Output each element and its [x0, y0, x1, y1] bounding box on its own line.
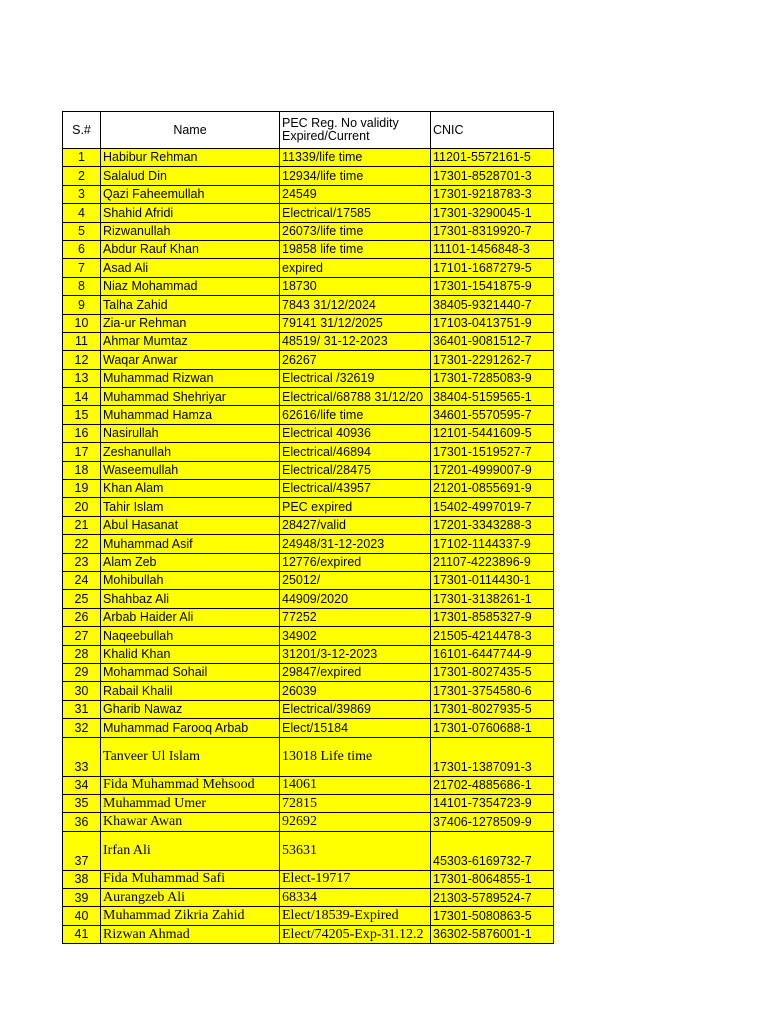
table-row: [63, 907, 554, 925]
cell-cnic: 17102-1144337-9: [431, 535, 554, 553]
table-row: [63, 700, 554, 718]
cell-name: Talha Zahid: [101, 296, 280, 314]
cell-serial-number: 22: [63, 535, 101, 553]
cell-pec-registration: 72815: [280, 794, 431, 812]
table-row: [63, 204, 554, 222]
cell-name: Alam Zeb: [101, 553, 280, 571]
header-pec-registration: PEC Reg. No validity Expired/Current: [280, 112, 431, 149]
cell-pec-registration: 7843 31/12/2024: [280, 296, 431, 314]
cell-pec-registration: 12776/expired: [280, 553, 431, 571]
cell-cnic: 11201-5572161-5: [431, 149, 554, 167]
table-row: [63, 737, 554, 776]
cell-serial-number: 32: [63, 719, 101, 737]
cell-cnic: 16101-6447744-9: [431, 645, 554, 663]
cell-name: Waqar Anwar: [101, 351, 280, 369]
table-row: [63, 314, 554, 332]
cell-cnic: 17301-8585327-9: [431, 608, 554, 626]
cell-name: Aurangzeb Ali: [101, 889, 280, 907]
cell-serial-number: 35: [63, 794, 101, 812]
cell-serial-number: 17: [63, 443, 101, 461]
table-row: [63, 516, 554, 534]
cell-cnic: 17201-3343288-3: [431, 516, 554, 534]
table-row: [63, 889, 554, 907]
cell-name: Waseemullah: [101, 461, 280, 479]
cell-name: Shahbaz Ali: [101, 590, 280, 608]
cell-pec-registration: PEC expired: [280, 498, 431, 516]
cell-name: Fida Muhammad Safi: [101, 870, 280, 888]
cell-cnic: 17301-0760688-1: [431, 719, 554, 737]
cell-name: Mohammad Sohail: [101, 663, 280, 681]
cell-serial-number: 4: [63, 204, 101, 222]
cell-pec-registration: 28427/valid: [280, 516, 431, 534]
cell-cnic: 34601-5570595-7: [431, 406, 554, 424]
table-row: [63, 222, 554, 240]
cell-cnic: 21505-4214478-3: [431, 627, 554, 645]
cell-name: Shahid Afridi: [101, 204, 280, 222]
cell-serial-number: 13: [63, 369, 101, 387]
cell-name: Abdur Rauf Khan: [101, 240, 280, 258]
cell-serial-number: 1: [63, 149, 101, 167]
cell-cnic: 17301-1519527-7: [431, 443, 554, 461]
cell-cnic: 36302-5876001-1: [431, 925, 554, 943]
cell-cnic: 17301-0114430-1: [431, 571, 554, 589]
cell-serial-number: 36: [63, 813, 101, 831]
table-row: [63, 535, 554, 553]
cell-serial-number: 37: [63, 831, 101, 870]
cell-serial-number: 11: [63, 332, 101, 350]
cell-serial-number: 16: [63, 424, 101, 442]
cell-cnic: 21303-5789524-7: [431, 889, 554, 907]
cell-pec-registration: 44909/2020: [280, 590, 431, 608]
table-row: [63, 185, 554, 203]
cell-name: Muhammad Rizwan: [101, 369, 280, 387]
cell-cnic: 17301-1541875-9: [431, 277, 554, 295]
cell-pec-registration: 24948/31-12-2023: [280, 535, 431, 553]
cell-name: Khawar Awan: [101, 813, 280, 831]
table-row: [63, 553, 554, 571]
cell-pec-registration: 53631: [280, 831, 431, 870]
header-cnic: CNIC: [431, 112, 554, 149]
table-row: [63, 663, 554, 681]
table-row: [63, 831, 554, 870]
cell-name: Rizwan Ahmad: [101, 925, 280, 943]
cell-serial-number: 12: [63, 351, 101, 369]
table-row: [63, 461, 554, 479]
cell-serial-number: 34: [63, 776, 101, 794]
cell-name: Tahir Islam: [101, 498, 280, 516]
table-row: [63, 925, 554, 943]
cell-name: Asad Ali: [101, 259, 280, 277]
cell-pec-registration: 26039: [280, 682, 431, 700]
cell-cnic: 37406-1278509-9: [431, 813, 554, 831]
table-header: [63, 112, 554, 149]
cell-pec-registration: 12934/life time: [280, 167, 431, 185]
cell-name: Khalid Khan: [101, 645, 280, 663]
cell-name: Irfan Ali: [101, 831, 280, 870]
cell-pec-registration: 13018 Life time: [280, 737, 431, 776]
cell-name: Niaz Mohammad: [101, 277, 280, 295]
cell-name: Khan Alam: [101, 480, 280, 498]
cell-pec-registration: 31201/3-12-2023: [280, 645, 431, 663]
cell-serial-number: 28: [63, 645, 101, 663]
cell-pec-registration: 62616/life time: [280, 406, 431, 424]
cell-name: Muhammad Zikria Zahid: [101, 907, 280, 925]
cell-name: Zia-ur Rehman: [101, 314, 280, 332]
cell-pec-registration: 26073/life time: [280, 222, 431, 240]
cell-pec-registration: Electrical/17585: [280, 204, 431, 222]
cell-name: Gharib Nawaz: [101, 700, 280, 718]
table-row: [63, 776, 554, 794]
cell-name: Arbab Haider Ali: [101, 608, 280, 626]
cell-pec-registration: 14061: [280, 776, 431, 794]
table-row: [63, 424, 554, 442]
table-row: [63, 608, 554, 626]
cell-name: Abul Hasanat: [101, 516, 280, 534]
cell-cnic: 38404-5159565-1: [431, 388, 554, 406]
cell-cnic: 17301-7285083-9: [431, 369, 554, 387]
table-row: [63, 627, 554, 645]
table-row: [63, 240, 554, 258]
cell-cnic: 17301-8064855-1: [431, 870, 554, 888]
table-body: [63, 149, 554, 944]
cell-cnic: 21702-4885686-1: [431, 776, 554, 794]
table-row: [63, 369, 554, 387]
cell-cnic: 15402-4997019-7: [431, 498, 554, 516]
table-row: [63, 167, 554, 185]
cell-cnic: 12101-5441609-5: [431, 424, 554, 442]
cell-pec-registration: 79141 31/12/2025: [280, 314, 431, 332]
cell-cnic: 17301-9218783-3: [431, 185, 554, 203]
cell-cnic: 21107-4223896-9: [431, 553, 554, 571]
table-row: [63, 682, 554, 700]
cell-cnic: 17103-0413751-9: [431, 314, 554, 332]
cell-serial-number: 39: [63, 889, 101, 907]
table-row: [63, 332, 554, 350]
table-row: [63, 406, 554, 424]
cell-serial-number: 33: [63, 737, 101, 776]
cell-pec-registration: expired: [280, 259, 431, 277]
cell-pec-registration: Elect/18539-Expired: [280, 907, 431, 925]
cell-name: Ahmar Mumtaz: [101, 332, 280, 350]
table-row: [63, 794, 554, 812]
header-serial-number: S.#: [63, 112, 101, 149]
cell-name: Habibur Rehman: [101, 149, 280, 167]
header-row: [63, 112, 554, 149]
cell-name: Nasirullah: [101, 424, 280, 442]
pec-registration-table: [62, 111, 554, 944]
table-row: [63, 277, 554, 295]
cell-serial-number: 10: [63, 314, 101, 332]
cell-cnic: 14101-7354723-9: [431, 794, 554, 812]
cell-serial-number: 3: [63, 185, 101, 203]
cell-cnic: 45303-6169732-7: [431, 831, 554, 870]
cell-name: Mohibullah: [101, 571, 280, 589]
cell-serial-number: 2: [63, 167, 101, 185]
table-row: [63, 480, 554, 498]
cell-pec-registration: Elect-19717: [280, 870, 431, 888]
cell-cnic: 17201-4999007-9: [431, 461, 554, 479]
cell-serial-number: 8: [63, 277, 101, 295]
cell-serial-number: 20: [63, 498, 101, 516]
cell-pec-registration: Electrical /32619: [280, 369, 431, 387]
cell-pec-registration: 92692: [280, 813, 431, 831]
cell-name: Muhammad Umer: [101, 794, 280, 812]
cell-pec-registration: 18730: [280, 277, 431, 295]
cell-cnic: 17301-2291262-7: [431, 351, 554, 369]
cell-cnic: 21201-0855691-9: [431, 480, 554, 498]
cell-serial-number: 26: [63, 608, 101, 626]
cell-cnic: 17301-8027935-5: [431, 700, 554, 718]
cell-serial-number: 18: [63, 461, 101, 479]
cell-pec-registration: Electrical 40936: [280, 424, 431, 442]
cell-serial-number: 30: [63, 682, 101, 700]
cell-cnic: 17301-8027435-5: [431, 663, 554, 681]
table-row: [63, 259, 554, 277]
cell-cnic: 17301-5080863-5: [431, 907, 554, 925]
cell-name: Muhammad Shehriyar: [101, 388, 280, 406]
table-row: [63, 719, 554, 737]
cell-pec-registration: Elect/74205-Exp-31.12.2: [280, 925, 431, 943]
cell-pec-registration: Electrical/28475: [280, 461, 431, 479]
cell-pec-registration: Electrical/46894: [280, 443, 431, 461]
cell-serial-number: 40: [63, 907, 101, 925]
cell-serial-number: 9: [63, 296, 101, 314]
cell-serial-number: 5: [63, 222, 101, 240]
cell-serial-number: 29: [63, 663, 101, 681]
cell-serial-number: 21: [63, 516, 101, 534]
cell-pec-registration: 24549: [280, 185, 431, 203]
cell-pec-registration: Elect/15184: [280, 719, 431, 737]
table-row: [63, 351, 554, 369]
cell-cnic: 17101-1687279-5: [431, 259, 554, 277]
cell-cnic: 17301-3754580-6: [431, 682, 554, 700]
cell-name: Salalud Din: [101, 167, 280, 185]
cell-cnic: 38405-9321440-7: [431, 296, 554, 314]
cell-serial-number: 25: [63, 590, 101, 608]
table-row: [63, 498, 554, 516]
cell-serial-number: 6: [63, 240, 101, 258]
cell-pec-registration: 34902: [280, 627, 431, 645]
cell-name: Naqeebullah: [101, 627, 280, 645]
cell-serial-number: 24: [63, 571, 101, 589]
cell-pec-registration: 26267: [280, 351, 431, 369]
cell-pec-registration: 25012/: [280, 571, 431, 589]
cell-serial-number: 15: [63, 406, 101, 424]
cell-pec-registration: 11339/life time: [280, 149, 431, 167]
cell-name: Muhammad Asif: [101, 535, 280, 553]
cell-serial-number: 41: [63, 925, 101, 943]
cell-serial-number: 23: [63, 553, 101, 571]
table-row: [63, 296, 554, 314]
table-row: [63, 590, 554, 608]
cell-cnic: 17301-8528701-3: [431, 167, 554, 185]
cell-cnic: 17301-3138261-1: [431, 590, 554, 608]
cell-serial-number: 31: [63, 700, 101, 718]
cell-cnic: 17301-1387091-3: [431, 737, 554, 776]
cell-cnic: 17301-8319920-7: [431, 222, 554, 240]
table-row: [63, 149, 554, 167]
cell-serial-number: 27: [63, 627, 101, 645]
header-name: Name: [101, 112, 280, 149]
cell-name: Tanveer Ul Islam: [101, 737, 280, 776]
cell-serial-number: 38: [63, 870, 101, 888]
cell-cnic: 17301-3290045-1: [431, 204, 554, 222]
cell-pec-registration: Electrical/39869: [280, 700, 431, 718]
table-row: [63, 571, 554, 589]
cell-name: Fida Muhammad Mehsood: [101, 776, 280, 794]
table-row: [63, 443, 554, 461]
cell-serial-number: 19: [63, 480, 101, 498]
cell-name: Rabail Khalil: [101, 682, 280, 700]
table-row: [63, 645, 554, 663]
cell-cnic: 36401-9081512-7: [431, 332, 554, 350]
cell-cnic: 11101-1456848-3: [431, 240, 554, 258]
cell-name: Muhammad Hamza: [101, 406, 280, 424]
cell-name: Qazi Faheemullah: [101, 185, 280, 203]
cell-pec-registration: 68334: [280, 889, 431, 907]
table-row: [63, 813, 554, 831]
table-row: [63, 388, 554, 406]
cell-pec-registration: Electrical/43957: [280, 480, 431, 498]
table-row: [63, 870, 554, 888]
cell-pec-registration: 19858 life time: [280, 240, 431, 258]
cell-pec-registration: 29847/expired: [280, 663, 431, 681]
cell-pec-registration: Electrical/68788 31/12/20: [280, 388, 431, 406]
cell-name: Muhammad Farooq Arbab: [101, 719, 280, 737]
cell-name: Zeshanullah: [101, 443, 280, 461]
cell-name: Rizwanullah: [101, 222, 280, 240]
cell-serial-number: 14: [63, 388, 101, 406]
cell-serial-number: 7: [63, 259, 101, 277]
cell-pec-registration: 48519/ 31-12-2023: [280, 332, 431, 350]
cell-pec-registration: 77252: [280, 608, 431, 626]
